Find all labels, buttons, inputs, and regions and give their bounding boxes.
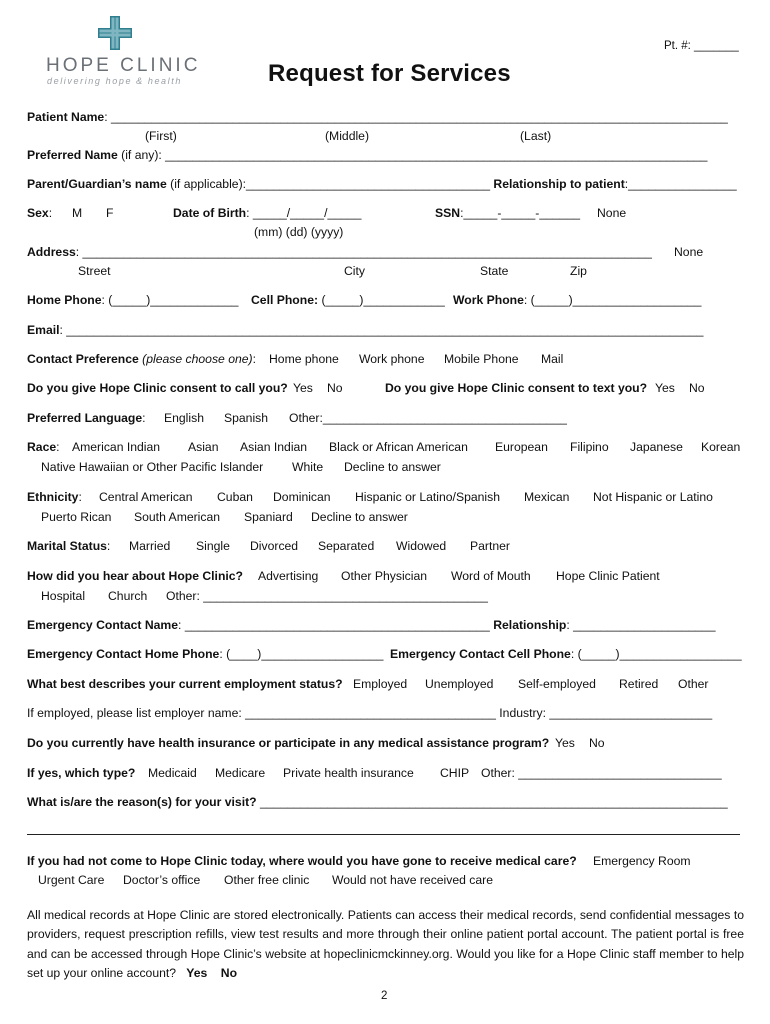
address-none-option[interactable]: None bbox=[674, 245, 704, 259]
emergency-relationship-label: Relationship bbox=[489, 618, 567, 632]
guardian-row[interactable] bbox=[27, 178, 737, 190]
relationship-line[interactable]: :________________ bbox=[624, 177, 737, 191]
cell-phone-row[interactable] bbox=[251, 294, 445, 306]
emergency-home-phone-label: Emergency Contact Home Phone bbox=[27, 647, 220, 661]
state-hint: State bbox=[480, 264, 509, 278]
contact-option-home-phone[interactable]: Home phone bbox=[269, 352, 339, 366]
emergency-cell-phone-line[interactable]: : (_____)__________________ bbox=[570, 647, 742, 661]
employment-option[interactable]: Retired bbox=[619, 677, 659, 691]
ethnicity-label: Ethnicity: bbox=[27, 490, 82, 504]
employment-option[interactable]: Unemployed bbox=[425, 677, 494, 691]
ethnicity-option[interactable]: Hispanic or Latino/Spanish bbox=[355, 490, 500, 504]
race-option[interactable]: Asian bbox=[188, 440, 219, 454]
guardian-label: Parent/Guardian’s name bbox=[27, 177, 167, 191]
address-label: Address bbox=[27, 245, 76, 259]
race-label: Race: bbox=[27, 440, 60, 454]
dob-line[interactable]: : _____/_____/_____ bbox=[246, 206, 362, 220]
race-option[interactable]: Korean bbox=[701, 440, 741, 454]
race-option[interactable]: White bbox=[292, 460, 324, 474]
referral-option[interactable]: Other Physician bbox=[341, 569, 428, 583]
work-phone-line[interactable]: : (_____)___________________ bbox=[523, 293, 702, 307]
first-hint: (First) bbox=[145, 129, 177, 143]
race-option[interactable]: Decline to answer bbox=[344, 460, 441, 474]
referral-option[interactable]: Advertising bbox=[258, 569, 319, 583]
last-hint: (Last) bbox=[520, 129, 552, 143]
language-option-english[interactable]: English bbox=[164, 411, 204, 425]
street-hint: Street bbox=[78, 264, 111, 278]
referral-question: How did you hear about Hope Clinic? bbox=[27, 569, 243, 583]
ethnicity-option[interactable]: Puerto Rican bbox=[41, 510, 112, 524]
ssn-none-option[interactable]: None bbox=[597, 206, 627, 220]
race-option[interactable]: Asian Indian bbox=[240, 440, 308, 454]
marital-option[interactable]: Single bbox=[196, 539, 230, 553]
referral-option[interactable]: Church bbox=[108, 589, 148, 603]
sex-option-m[interactable]: M bbox=[72, 206, 83, 220]
language-option-other[interactable]: Other:____________________________________ bbox=[289, 411, 567, 425]
alternative-care-question: If you had not come to Hope Clinic today, where would you have gone to receive medical care? bbox=[27, 854, 577, 868]
patient-portal-paragraph bbox=[27, 906, 744, 983]
cell-phone-line[interactable]: (_____)____________ bbox=[321, 293, 445, 307]
dob-label: Date of Birth bbox=[173, 206, 247, 220]
logo-name: HOPE CLINIC bbox=[46, 55, 201, 76]
employer-industry-field[interactable]: If employed, please list employer name: _____________________________________ Industry: ________________________ bbox=[27, 706, 713, 720]
cross-logo-icon bbox=[98, 16, 132, 50]
preferred-name-line[interactable]: (if any): ________________________________________________________________________________ bbox=[117, 148, 708, 162]
portal-help-no[interactable]: No bbox=[220, 965, 238, 980]
marital-option[interactable]: Widowed bbox=[396, 539, 447, 553]
emergency-name-line[interactable]: : _____________________________________________ bbox=[178, 618, 490, 632]
visit-reason-continuation-line[interactable] bbox=[27, 834, 740, 835]
home-phone-row[interactable] bbox=[27, 294, 238, 306]
race-option[interactable]: Native Hawaiian or Other Pacific Islander bbox=[41, 460, 264, 474]
alternative-care-option[interactable]: Urgent Care bbox=[38, 873, 105, 887]
emergency-home-phone-row[interactable] bbox=[27, 648, 383, 660]
email-label: Email bbox=[27, 323, 60, 337]
preferred-name-row[interactable] bbox=[27, 149, 707, 161]
consent-call-no[interactable]: No bbox=[327, 381, 343, 395]
zip-hint: Zip bbox=[570, 264, 587, 278]
ethnicity-option[interactable]: Cuban bbox=[217, 490, 253, 504]
marital-option[interactable]: Partner bbox=[470, 539, 510, 553]
ethnicity-option[interactable]: South American bbox=[134, 510, 221, 524]
contact-option-mobile-phone[interactable]: Mobile Phone bbox=[444, 352, 519, 366]
ethnicity-option[interactable]: Not Hispanic or Latino bbox=[593, 490, 713, 504]
insurance-type-option[interactable]: Private health insurance bbox=[283, 766, 414, 780]
emergency-name-label: Emergency Contact Name bbox=[27, 618, 179, 632]
visit-reason-line[interactable]: _____________________________________________________________________ bbox=[256, 795, 728, 809]
emergency-cell-phone-row[interactable] bbox=[390, 648, 742, 660]
portal-help-yes[interactable]: Yes bbox=[186, 965, 208, 980]
race-option[interactable]: European bbox=[495, 440, 548, 454]
address-row[interactable] bbox=[27, 246, 652, 258]
logo-tagline: delivering hope & health bbox=[47, 76, 182, 86]
race-option[interactable]: American Indian bbox=[72, 440, 161, 454]
consent-text-question: Do you give Hope Clinic consent to text you? bbox=[385, 381, 648, 395]
race-option[interactable]: Filipino bbox=[570, 440, 609, 454]
middle-hint: (Middle) bbox=[325, 129, 370, 143]
page-number: 2 bbox=[381, 990, 388, 1002]
emergency-name-row[interactable] bbox=[27, 619, 716, 631]
language-option-spanish[interactable]: Spanish bbox=[224, 411, 269, 425]
referral-option-other[interactable]: Other: __________________________________________ bbox=[166, 589, 488, 603]
race-option[interactable]: Japanese bbox=[630, 440, 683, 454]
ethnicity-option[interactable]: Mexican bbox=[524, 490, 570, 504]
ethnicity-option[interactable]: Dominican bbox=[273, 490, 331, 504]
dob-hint: (mm) (dd) (yyyy) bbox=[254, 225, 344, 239]
insurance-type-option[interactable]: Medicare bbox=[215, 766, 266, 780]
ssn-line[interactable]: :_____-_____-______ bbox=[460, 206, 581, 220]
insurance-type-label: If yes, which type? bbox=[27, 766, 136, 780]
language-label: Preferred Language: bbox=[27, 411, 146, 425]
marital-option[interactable]: Married bbox=[129, 539, 171, 553]
alternative-care-option[interactable]: Would not have received care bbox=[332, 873, 494, 887]
alternative-care-option[interactable]: Emergency Room bbox=[593, 854, 691, 868]
email-row[interactable] bbox=[27, 324, 703, 336]
referral-option[interactable]: Hospital bbox=[41, 589, 86, 603]
work-phone-row[interactable] bbox=[453, 294, 701, 306]
insurance-type-option[interactable]: CHIP bbox=[440, 766, 470, 780]
insurance-no[interactable]: No bbox=[589, 736, 605, 750]
patient-name-label: Patient Name bbox=[27, 110, 105, 124]
marital-option[interactable]: Separated bbox=[318, 539, 375, 553]
email-line[interactable]: : ______________________________________________________________________________________________ bbox=[59, 323, 704, 337]
home-phone-label: Home Phone bbox=[27, 293, 102, 307]
page-title: Request for Services bbox=[268, 60, 511, 87]
sex-label: Sex: bbox=[27, 206, 53, 220]
home-phone-line[interactable]: : (_____)_____________ bbox=[101, 293, 239, 307]
employment-option[interactable]: Employed bbox=[353, 677, 408, 691]
consent-call-yes[interactable]: Yes bbox=[293, 381, 313, 395]
relationship-label: Relationship to patient bbox=[490, 177, 625, 191]
contact-option-mail[interactable]: Mail bbox=[541, 352, 564, 366]
referral-option[interactable]: Hope Clinic Patient bbox=[556, 569, 660, 583]
insurance-yes[interactable]: Yes bbox=[555, 736, 575, 750]
employment-question: What best describes your current employment status? bbox=[27, 677, 343, 691]
marital-status-label: Marital Status: bbox=[27, 539, 111, 553]
race-option[interactable]: Black or African American bbox=[329, 440, 468, 454]
ssn-row[interactable] bbox=[435, 207, 580, 219]
insurance-type-other[interactable]: Other: ______________________________ bbox=[481, 766, 722, 780]
emergency-cell-phone-label: Emergency Contact Cell Phone bbox=[390, 647, 571, 661]
consent-text-no[interactable]: No bbox=[689, 381, 705, 395]
insurance-type-option[interactable]: Medicaid bbox=[148, 766, 197, 780]
emergency-home-phone-line[interactable]: : (____)__________________ bbox=[219, 647, 384, 661]
work-phone-label: Work Phone bbox=[453, 293, 524, 307]
guardian-line[interactable]: (if applicable):____________________________________ bbox=[166, 177, 491, 191]
patient-portal-text: All medical records at Hope Clinic are stored electronically. Patients can access their medical records, send confidential messages to providers, request prescription refills, view test results and more through their online patient portal account. The patient portal is free and can be accessed through Hope Clinic’s website at hopeclinicmckinney.org. Would you like for a Hope Clinic staff member to help set up your online account? bbox=[27, 908, 744, 980]
cell-phone-label: Cell Phone: bbox=[251, 293, 319, 307]
ethnicity-option[interactable]: Spaniard bbox=[244, 510, 293, 524]
employment-option[interactable]: Other bbox=[678, 677, 709, 691]
emergency-relationship-line[interactable]: : _____________________ bbox=[566, 618, 716, 632]
patient-name-row[interactable] bbox=[27, 111, 728, 123]
preferred-name-label: Preferred Name bbox=[27, 148, 118, 162]
dob-row[interactable] bbox=[173, 207, 361, 219]
contact-option-work-phone[interactable]: Work phone bbox=[359, 352, 425, 366]
consent-text-yes[interactable]: Yes bbox=[655, 381, 675, 395]
alternative-care-option[interactable]: Doctor’s office bbox=[123, 873, 201, 887]
employment-option[interactable]: Self-employed bbox=[518, 677, 596, 691]
sex-option-f[interactable]: F bbox=[106, 206, 114, 220]
contact-preference-label: Contact Preference (please choose one): bbox=[27, 352, 256, 366]
patient-name-line[interactable]: : ___________________________________________________________________________________________ bbox=[104, 110, 728, 124]
consent-call-question: Do you give Hope Clinic consent to call you? bbox=[27, 381, 288, 395]
ethnicity-option[interactable]: Central American bbox=[99, 490, 193, 504]
ethnicity-option[interactable]: Decline to answer bbox=[311, 510, 408, 524]
address-line[interactable]: : ____________________________________________________________________________________ bbox=[75, 245, 652, 259]
marital-option[interactable]: Divorced bbox=[250, 539, 299, 553]
city-hint: City bbox=[344, 264, 365, 278]
visit-reason-row[interactable] bbox=[27, 796, 728, 808]
insurance-question: Do you currently have health insurance or participate in any medical assistance program? bbox=[27, 736, 550, 750]
alternative-care-option[interactable]: Other free clinic bbox=[224, 873, 310, 887]
patient-number-field[interactable]: Pt. #: _______ bbox=[664, 40, 739, 52]
visit-reason-label: What is/are the reason(s) for your visit? bbox=[27, 795, 257, 809]
ssn-label: SSN bbox=[435, 206, 461, 220]
referral-option[interactable]: Word of Mouth bbox=[451, 569, 531, 583]
